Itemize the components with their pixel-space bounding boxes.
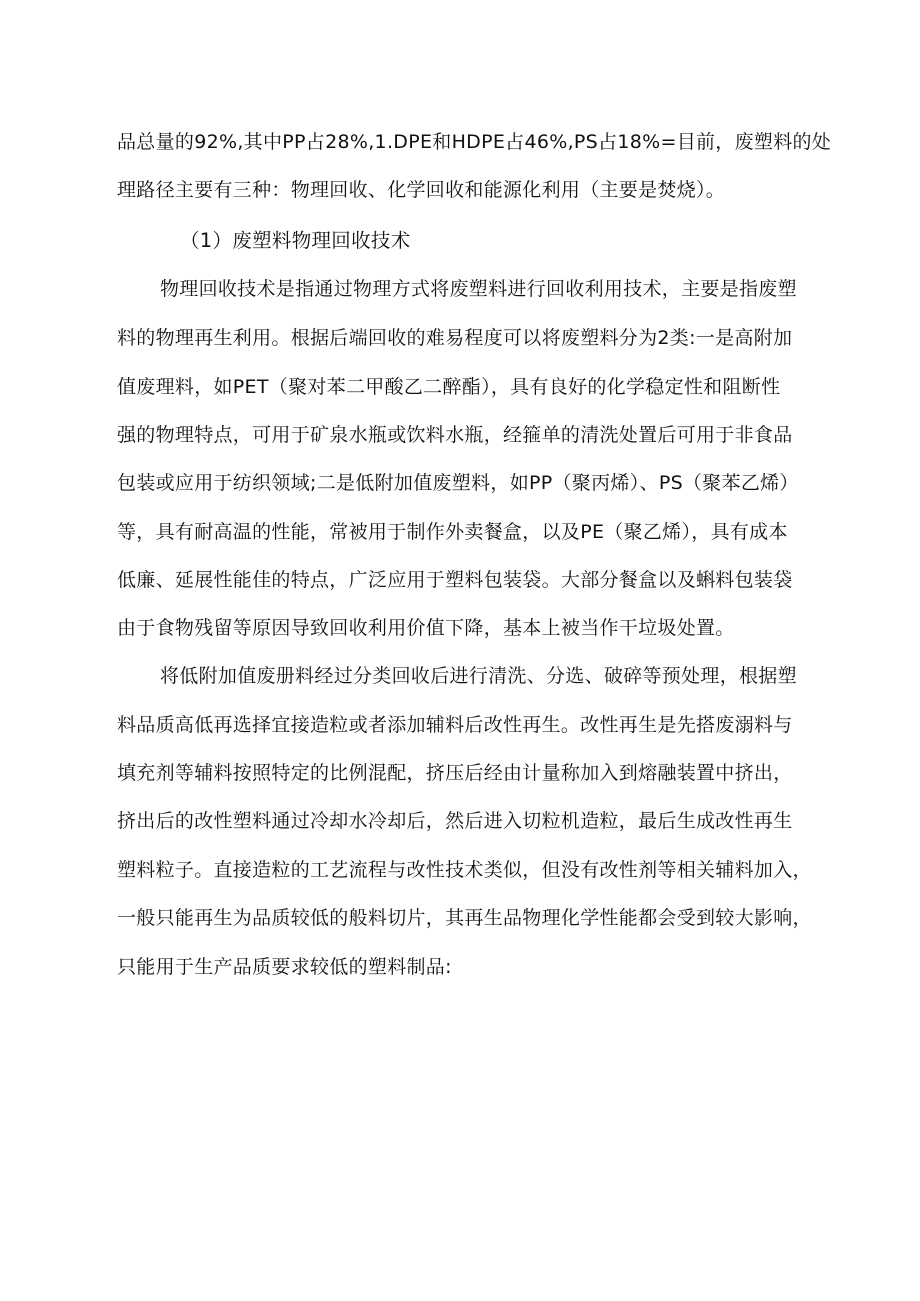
section-heading: （1）废塑料物理回收技术 bbox=[180, 229, 411, 252]
paragraph-2-line: 填充剂等辅料按照特定的比例混配，挤压后经由计量称加入到熔融装置中挤出， bbox=[117, 762, 793, 784]
paragraph-1-line: 物理回收技术是指通过物理方式将废塑料进行回收利用技术，主要是指废塑 bbox=[160, 278, 797, 300]
paragraph-2-line: 塑料粒子。直接造粒的工艺流程与改性技术类似，但没有改性剂等相关辅料加入， bbox=[117, 859, 812, 881]
paragraph-1-line: 料的物理再生利用。根据后端回收的难易程度可以将废塑料分为2类:一是高附加 bbox=[117, 327, 793, 349]
paragraph-1-line: 等，具有耐高温的性能，常被用于制作外卖餐盒，以及PE（聚乙烯），具有成本 bbox=[117, 521, 788, 543]
paragraph-2-line: 料品质高低再选择宜接造粒或者添加辅料后改性再生。改性再生是先搭废溺料与 bbox=[117, 714, 793, 736]
paragraph-2-line: 将低附加值废册料经过分类回收后进行清洗、分选、破碎等预处理，根据塑 bbox=[160, 665, 797, 687]
intro-line-2: 理路径主要有三种：物理回收、化学回收和能源化利用（主要是焚烧）。 bbox=[117, 179, 726, 201]
paragraph-1-line: 包装或应用于纺织领域;二是低附加值废塑料，如PP（聚丙烯）、PS（聚苯乙烯） bbox=[117, 472, 799, 494]
intro-line-1: 品总量的92%,其中PP占28%,1.DPE和HDPE占46%,PS占18%=目前，废塑料的处 bbox=[117, 131, 832, 153]
paragraph-1-line: 值废理料，如PET（聚对苯二甲酸乙二醉酯），具有良好的化学稳定性和阻断性 bbox=[117, 376, 781, 398]
paragraph-2-line: 一般只能再生为品质较低的般料切片，其再生品物理化学性能都会受到较大影响， bbox=[117, 907, 812, 929]
paragraph-2-line: 挤出后的改性塑料通过冷却水冷却后，然后进入切粒机造粒，最后生成改性再生 bbox=[117, 810, 793, 832]
paragraph-2-line: 只能用于生产品质要求较低的塑料制品: bbox=[117, 956, 452, 978]
paragraph-1-line: 强的物理特点，可用于矿泉水瓶或饮料水瓶，经箍单的清洗处置后可用于非食品 bbox=[117, 424, 793, 446]
paragraph-1-line: 由于食物残留等原因导致回收利用价值下降，基本上被当作干垃圾处置。 bbox=[117, 617, 735, 639]
paragraph-1-line: 低廉、延展性能佳的特点，广泛应用于塑料包装袋。大部分餐盒以及蝌料包装袋 bbox=[117, 569, 793, 591]
